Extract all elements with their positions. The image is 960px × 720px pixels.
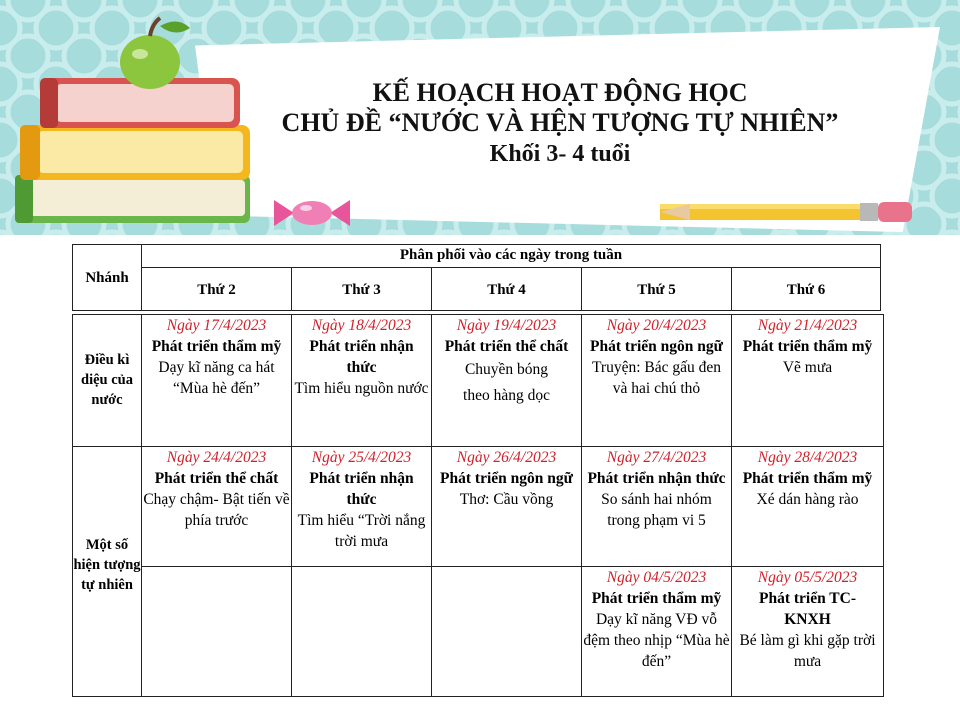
day-label-mon: Thứ 2 xyxy=(197,282,236,298)
topic-title: CHỦ ĐỀ “NƯỚC VÀ HỆN TƯỢNG TỰ NHIÊN” xyxy=(281,108,839,137)
activity-name: Thơ: Cầu vồng xyxy=(459,491,554,508)
activity-name: Xé dán hàng rào xyxy=(756,491,859,508)
activity-date: Ngày 17/4/2023 xyxy=(166,317,267,334)
activity-item xyxy=(293,315,430,399)
activity-date: Ngày 28/4/2023 xyxy=(757,449,858,466)
activity-item xyxy=(433,315,580,409)
activity-area: Phát triển nhận thức xyxy=(309,470,414,508)
activity-name: Tìm hiểu nguồn nước xyxy=(294,380,429,397)
activity-name: Chạy chậm- Bật tiến về phía trước xyxy=(143,491,290,529)
empty-cell xyxy=(291,566,432,697)
activity-item xyxy=(583,447,730,531)
branch-name-2: Một số hiện tượng tự nhiên xyxy=(73,537,141,593)
activity-area: Phát triển thể chất xyxy=(444,338,569,355)
branch-header: Nhánh xyxy=(85,270,129,286)
activity-item xyxy=(293,447,430,552)
books-apple-icon xyxy=(0,10,270,235)
activity-area: Phát triển ngôn ngữ xyxy=(440,470,573,487)
activity-name: Dạy kĩ năng ca hát “Mùa hè đến” xyxy=(158,359,275,397)
activity-area: Phát triển ngôn ngữ xyxy=(590,338,723,355)
activity-date: Ngày 27/4/2023 xyxy=(606,449,707,466)
empty-cell xyxy=(141,566,292,697)
activity-item xyxy=(733,567,882,672)
page-title: KẾ HOẠCH HOẠT ĐỘNG HỌC xyxy=(372,78,748,107)
activity-date: Ngày 05/5/2023 xyxy=(757,569,858,586)
activity-name: Chuyền bóng theo hàng dọc xyxy=(463,361,550,404)
day-label-fri: Thứ 6 xyxy=(786,282,826,298)
activity-date: Ngày 21/4/2023 xyxy=(757,317,858,334)
activity-name: Tìm hiểu “Trời nắng trời mưa xyxy=(297,512,426,550)
activity-item xyxy=(143,315,290,399)
activity-area: Phát triển thể chất xyxy=(154,470,279,487)
candy-icon xyxy=(272,196,352,230)
activity-date: Ngày 18/4/2023 xyxy=(311,317,412,334)
activity-name: Vẽ mưa xyxy=(782,359,833,376)
activity-date: Ngày 20/4/2023 xyxy=(606,317,707,334)
day-label-thu: Thứ 5 xyxy=(637,282,676,298)
activity-date: Ngày 04/5/2023 xyxy=(606,569,707,586)
activity-date: Ngày 19/4/2023 xyxy=(456,317,557,334)
activity-area: Phát triển TC-KNXH xyxy=(758,590,856,628)
activity-area: Phát triển thẩm mỹ xyxy=(742,338,873,355)
title-block xyxy=(250,78,870,170)
activity-item xyxy=(733,315,882,378)
activity-item xyxy=(733,447,882,510)
activity-name: Truyện: Bác gấu đen và hai chú thỏ xyxy=(591,359,721,397)
day-label-tue: Thứ 3 xyxy=(342,282,381,298)
activity-date: Ngày 25/4/2023 xyxy=(311,449,412,466)
activity-item xyxy=(583,567,730,672)
empty-cell xyxy=(431,566,582,697)
activity-area: Phát triển thẩm mỹ xyxy=(151,338,282,355)
day-label-wed: Thứ 4 xyxy=(487,282,526,298)
activity-area: Phát triển thẩm mỹ xyxy=(591,590,722,607)
activity-area: Phát triển thẩm mỹ xyxy=(742,470,873,487)
activity-date: Ngày 26/4/2023 xyxy=(456,449,557,466)
activity-item xyxy=(433,447,580,510)
pencil-icon xyxy=(660,198,930,228)
activity-name: Bé làm gì khi gặp trời mưa xyxy=(739,632,876,670)
activity-name: So sánh hai nhóm trong phạm vi 5 xyxy=(601,491,712,529)
activity-name: Dạy kĩ năng VĐ vỗ đệm theo nhịp “Mùa hè đến” xyxy=(583,611,730,670)
activity-item xyxy=(143,447,290,531)
days-header: Phân phối vào các ngày trong tuần xyxy=(399,247,623,263)
activity-item xyxy=(583,315,730,399)
branch-name-1: Điều kì diệu của nước xyxy=(81,352,133,408)
activity-area: Phát triển nhận thức xyxy=(309,338,414,376)
age-group: Khối 3- 4 tuổi xyxy=(489,141,631,167)
activity-area: Phát triển nhận thức xyxy=(587,470,726,487)
activity-date: Ngày 24/4/2023 xyxy=(166,449,267,466)
